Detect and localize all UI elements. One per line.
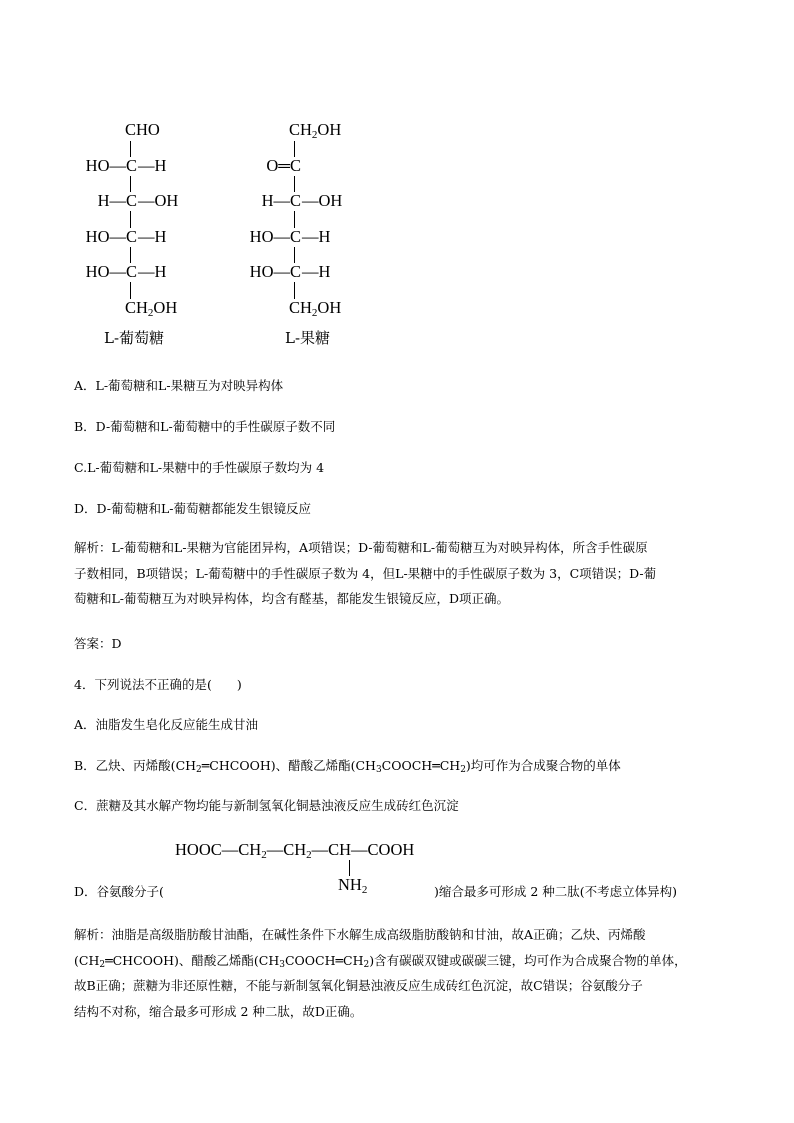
fructose-row2-left: H— [261, 191, 290, 210]
fructose-row3-carbon: C [290, 227, 302, 246]
q3-option-a: A．L-葡萄糖和L-果糖互为对映异构体 [74, 378, 284, 393]
l-glucose-label: L-葡萄糖 [104, 329, 165, 347]
glucose-row1-right: —H [138, 156, 167, 175]
bond [130, 247, 131, 263]
q4-analysis-line: 解析：油脂是高级脂肪酸甘油酯，在碱性条件下水解生成高级脂肪酸钠和甘油，故A正确；乙炔、丙烯酸 [74, 927, 646, 942]
q4-analysis-line: $(CH_2═CHCOOH)$、醋酸乙烯酯$(CH_3COOCH═CH_2)$含有碳碳双键或碳碳三键，均可作为合成聚合物的单体， [74, 952, 687, 970]
q3-option-c: C.L-葡萄糖和L-果糖中的手性碳原子数均为 4 [74, 460, 325, 475]
bond [130, 282, 131, 299]
glucose-row3-carbon: C [126, 227, 138, 246]
fructose-row4-carbon: C [290, 262, 302, 281]
glutamic-amino-group: $NH_2$ [338, 875, 368, 896]
glucose-row4-right: —H [138, 262, 167, 281]
fructose-row4-left: HO— [249, 262, 290, 281]
glucose-bottom-group: $CH_2OH$ [125, 298, 178, 319]
bond [294, 247, 295, 263]
q4-analysis-line: 结构不对称，缩合最多可形成 2 种二肽，故D正确。 [74, 1003, 363, 1019]
bond [349, 860, 350, 876]
q3-option-b: B．D-葡萄糖和L-葡萄糖中的手性碳原子数不同 [74, 419, 336, 434]
q4-analysis [74, 922, 724, 1024]
glucose-row3-left: HO— [85, 227, 126, 246]
q4-analysis-line: 故B正确；蔗糖为非还原性糖，不能与新制氢氧化铜悬浊液反应生成砖红色沉淀，故C错误；谷氨酸分子 [74, 978, 643, 993]
bond [294, 282, 295, 299]
glucose-row3-right: —H [138, 227, 167, 246]
q4-option-b: B．乙炔、丙烯酸$(CH_2═CHCOOH)$、醋酸乙烯酯$(CH_3COOCH═CH_2)$均可作为合成聚合物的单体 [74, 758, 621, 775]
q4-stem: 4．下列说法不正确的是( ) [74, 677, 242, 692]
glucose-row4-left: HO— [85, 262, 126, 281]
fructose-top-group: $CH_2OH$ [289, 120, 342, 141]
q3-analysis [74, 535, 724, 612]
glucose-row1-carbon: C [126, 156, 138, 175]
fructose-row1-left: O═ [266, 156, 290, 175]
q3-answer: 答案：D [74, 636, 122, 651]
q3-analysis-line: 解析：L-葡萄糖和L-果糖为官能团异构，A项错误；D-葡萄糖和L-葡萄糖互为对映异构体，所含手性碳原 [74, 540, 648, 555]
glutamic-main-chain: $HOOC—CH_2—CH_2—CH—COOH$ [175, 840, 415, 861]
q3-analysis-line: 子数相同，B项错误；L-葡萄糖中的手性碳原子数为 4，但L-果糖中的手性碳原子数为 3，C项错误；D-葡 [74, 565, 657, 581]
q4-option-c: C．蔗糖及其水解产物均能与新制氢氧化铜悬浊液反应生成砖红色沉淀 [74, 798, 459, 813]
fructose-row2-carbon: C [290, 191, 302, 210]
fructose-row4-right: —H [302, 262, 331, 281]
bond [294, 141, 295, 157]
fructose-row3-right: —H [302, 227, 331, 246]
bond [130, 141, 131, 157]
q4-option-d-suffix: )缩合最多可形成 2 种二肽(不考虑立体异构) [434, 884, 678, 899]
fructose-bottom-group: $CH_2OH$ [289, 298, 342, 319]
glucose-top-group: CHO [125, 120, 160, 139]
q3-option-d: D．D-葡萄糖和L-葡萄糖都能发生银镜反应 [74, 501, 312, 516]
q4-option-a: A．油脂发生皂化反应能生成甘油 [74, 717, 259, 732]
l-fructose-label: L-果糖 [285, 329, 331, 347]
fructose-row3-left: HO— [249, 227, 290, 246]
fructose-row1-carbon: C [290, 156, 302, 175]
glucose-row2-carbon: C [126, 191, 138, 210]
bond [294, 176, 295, 192]
bond [130, 176, 131, 192]
q3-analysis-line: 萄糖和L-葡萄糖互为对映异构体，均含有醛基，都能发生银镜反应，D项正确。 [74, 591, 510, 606]
glucose-row1-left: HO— [85, 156, 126, 175]
glucose-row2-right: —OH [138, 191, 179, 210]
glucose-row4-carbon: C [126, 262, 138, 281]
fructose-row2-right: —OH [302, 191, 343, 210]
glucose-row2-left: H— [97, 191, 126, 210]
q4-option-d-prefix: D．谷氨酸分子( [74, 884, 164, 899]
bond [294, 211, 295, 228]
bond [130, 211, 131, 228]
